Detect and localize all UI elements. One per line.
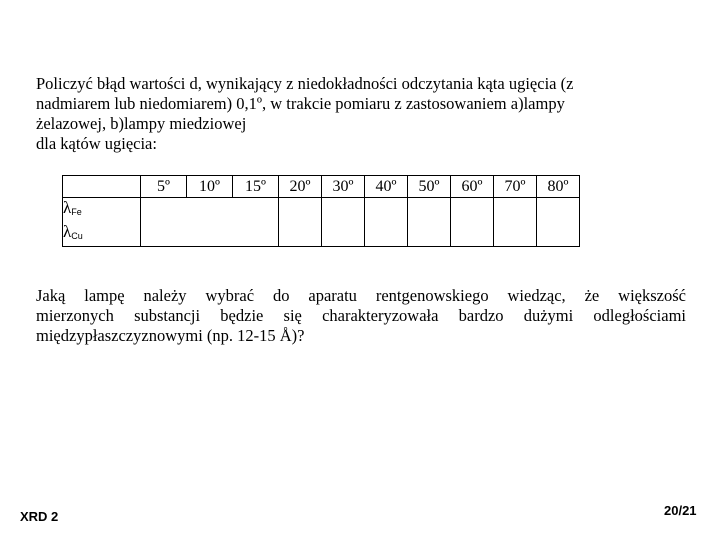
question-line: międzypłaszczyznowymi (np. 12-15 Å)? — [36, 326, 305, 345]
lambda-fe-label: $\lambda_{Fe}$ — [63, 198, 82, 217]
angle-header-cell: 5º — [141, 176, 187, 198]
empty-cell — [494, 198, 537, 247]
empty-cell — [279, 198, 322, 247]
angle-header-cell: 20º — [279, 176, 322, 198]
empty-cell — [451, 198, 494, 247]
angle-header-cell: 80º — [537, 176, 580, 198]
task-line: dla kątów ugięcia: — [36, 134, 157, 153]
wavelength-labels-cell — [63, 198, 141, 247]
wavelength-row — [63, 198, 580, 247]
lambda-fe-subscript: Fe — [71, 207, 82, 217]
empty-cell — [365, 198, 408, 247]
empty-cell — [537, 198, 580, 247]
task-line: żelazowej, b)lampy miedziowej — [36, 114, 247, 133]
question-line: Jaką lampę należy wybrać do aparatu rentgenowskiego wiedząc, że większość — [36, 286, 686, 305]
angle-header-cell: 40º — [365, 176, 408, 198]
corner-cell — [63, 176, 141, 198]
page-number: 20/21 — [664, 503, 697, 518]
angle-header-row — [63, 176, 580, 198]
slide-label: XRD 2 — [20, 509, 59, 524]
angle-header-cell: 60º — [451, 176, 494, 198]
empty-cell — [408, 198, 451, 247]
question-paragraph — [36, 286, 686, 346]
angle-header-cell: 30º — [322, 176, 365, 198]
question-line: mierzonych substancji będzie się charakteryzowała bardzo dużymi odległościami — [36, 306, 686, 325]
lambda-cu-label: $\lambda_{Cu}$ — [63, 222, 83, 241]
task-line: nadmiarem lub niedomiarem) 0,1º, w trakcie pomiaru z zastosowaniem a)lampy — [36, 94, 565, 113]
angle-header-cell: 15º — [233, 176, 279, 198]
angle-header-cell: 10º — [187, 176, 233, 198]
lambda-cu-subscript: Cu — [71, 231, 83, 241]
task-line: Policzyć błąd wartości d, wynikający z niedokładności odczytania kąta ugięcia (z — [36, 74, 574, 93]
angle-header-cell: 70º — [494, 176, 537, 198]
task-paragraph — [36, 74, 686, 154]
empty-cell — [322, 198, 365, 247]
angle-header-cell: 50º — [408, 176, 451, 198]
angle-table — [62, 175, 580, 247]
merged-empty-cell — [141, 198, 279, 247]
